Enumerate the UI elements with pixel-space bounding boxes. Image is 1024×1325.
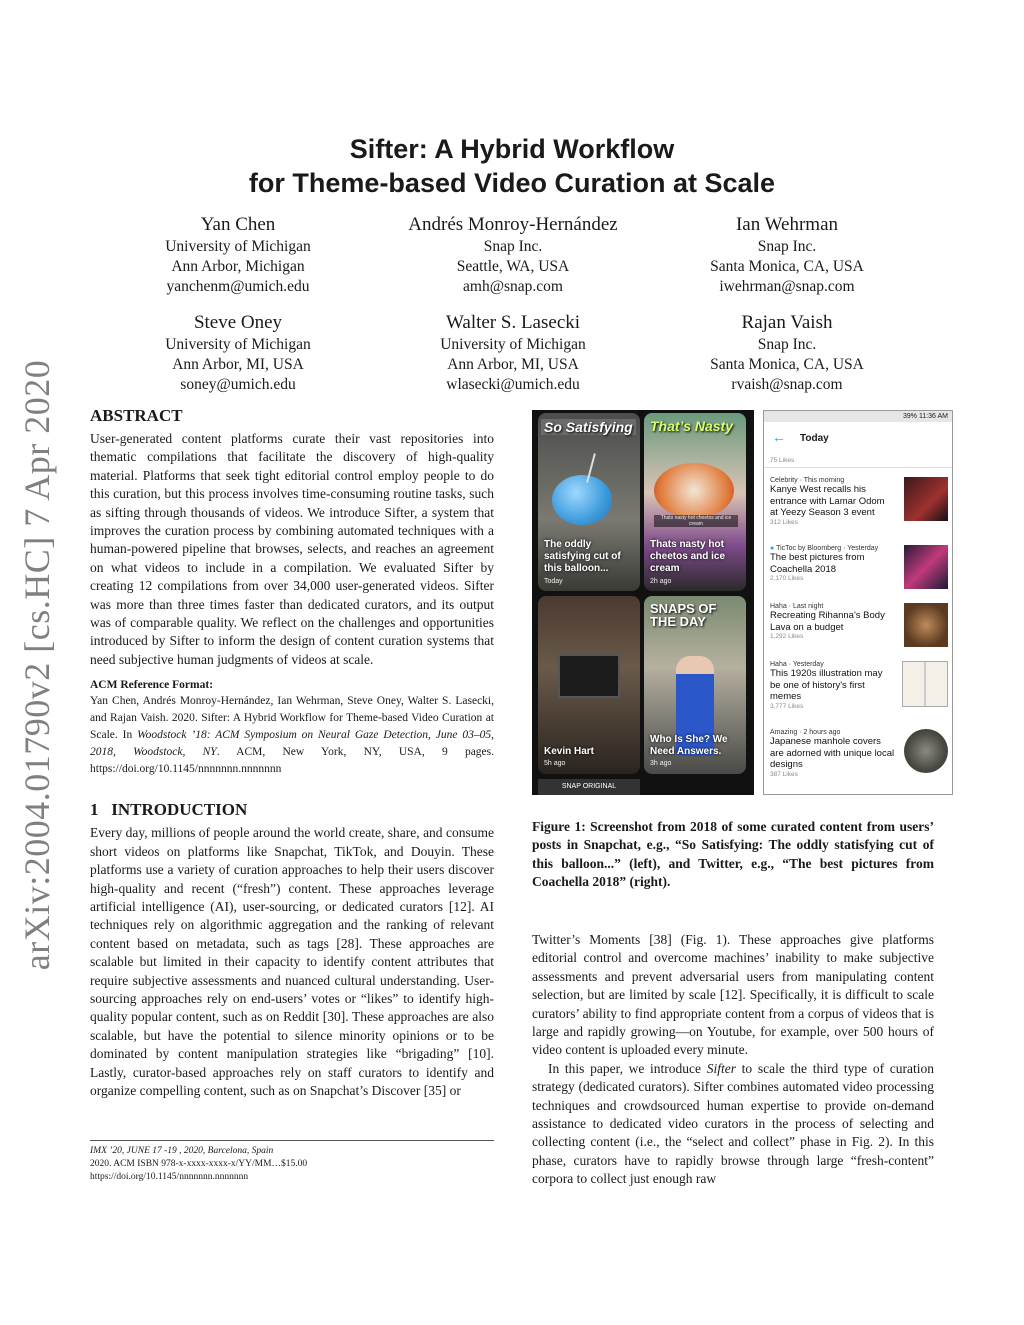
top-likes: 75 Likes <box>770 457 795 464</box>
abstract-heading: ABSTRACT <box>90 406 183 425</box>
author-affiliation: Snap Inc. <box>757 238 817 255</box>
intro-section-title: INTRODUCTION <box>111 800 248 820</box>
moment-headline: The best pictures from Coachella 2018 <box>770 552 865 575</box>
moment-headline: Japanese manhole covers are adorned with unique local designs <box>770 736 895 770</box>
acm-reference-text <box>90 693 494 778</box>
author-block <box>88 213 388 297</box>
author-block <box>88 311 388 395</box>
snap-tile-cheetos <box>644 413 746 591</box>
moment-source: Haha · Yesterday <box>770 661 824 668</box>
snap-tile-who-is-she <box>644 596 746 774</box>
moment-source-text: TicToc by Bloomberg · Yesterday <box>776 545 879 552</box>
acm-reference-part-1: Yan Chen, Andrés Monroy-Hernández, Ian Wehrman, Steve Oney, Walter S. Lasecki, and Rajan Vaish. 2020. Sifter: A Hybrid Workflow for Theme-based Video Curation at Scale. In <box>90 695 494 742</box>
snap-tile-time: 5h ago <box>544 760 566 767</box>
moment-likes: 3,777 Likes <box>770 702 804 710</box>
footnote-isbn: 2020. ACM ISBN 978-x-xxxx-xxxx-x/YY/MM…$15.00 <box>90 1159 308 1169</box>
moment-thumbnail <box>904 729 948 773</box>
arxiv-identifier: arXiv:2004.01790v2 [cs.HC] 7 Apr 2020 <box>17 359 57 971</box>
footnote-venue: IMX ’20, JUNE 17 -19 , 2020, Barcelona, Spain <box>90 1146 274 1156</box>
footnote <box>90 1145 494 1184</box>
snap-tile-time: Today <box>544 578 563 585</box>
moment-source: Haha · Last night <box>770 603 824 610</box>
snap-tile-caption: Kevin Hart <box>544 746 595 757</box>
right-paragraph-1: Twitter’s Moments [38] (Fig. 1). These approaches give platforms editorial control and overcome machines’ inability to make subjective assessments and prevent adversarial users from manipulating content selection, but are limited by scale [12]. Specifically, it is difficult to scale curators’ ability to find appropriate content from a corpus of videos that is large and rapidly growing—on Youtube, for example, over 500 hours of video content is uploaded every minute. <box>532 932 934 1058</box>
abstract-text: User-generated content platforms curate their vast repositories into thematic compilations that facilitate the discovery of high-quality material. Platforms that seek tight editorial control employ people to do this curation, but this process involves time-consuming routine tasks, such as sifting through thousands of videos. We introduce Sifter, a system that improves the curation process by combining automated techniques with a human-powered pipeline that browses, selects, and reaches an agreement on what videos to include in a compilation. We evaluated Sifter by creating 12 compilations from over 34,000 user-generated videos. Sifter was more than three times faster than dedicated curators, and its output was of comparable quality. We reflect on the challenges and opportunities introduced by Sifter to inform the design of content curation systems that need subjective human judgments of videos at scale. <box>90 431 494 667</box>
author-location: Seattle, WA, USA <box>456 258 570 275</box>
author-name: Yan Chen <box>200 214 276 235</box>
intro-heading <box>90 800 494 820</box>
author-block <box>637 311 937 395</box>
author-affiliation: University of Michigan <box>165 238 311 255</box>
moment-thumbnail <box>904 477 948 521</box>
snap-tile-caption: The oddly satisfying cut of this balloon... <box>544 539 621 574</box>
author-email: amh@snap.com <box>463 278 563 295</box>
snap-tile-caption: Thats nasty hot cheetos and ice cream <box>650 539 726 574</box>
moment-likes: 2,170 Likes <box>770 575 804 582</box>
footnote-doi: https://doi.org/10.1145/nnnnnnn.nnnnnnn <box>90 1172 249 1182</box>
snapchat-screenshot <box>532 410 754 795</box>
footnote-rule <box>90 1140 494 1141</box>
status-bar-text: 39% 11:36 AM <box>902 413 948 420</box>
author-location: Santa Monica, CA, USA <box>710 258 864 275</box>
intro-section-number: 1 <box>90 800 99 820</box>
snap-tile-time: 3h ago <box>650 760 672 767</box>
snap-tile-time: 2h ago <box>650 578 672 585</box>
balloon-image <box>552 475 612 525</box>
snap-tile-title: So Satisfying <box>541 419 636 435</box>
author-email: wlasecki@umich.edu <box>446 376 580 393</box>
moment-thumbnail <box>902 661 948 707</box>
snap-original-label: SNAP ORIGINAL <box>538 779 640 795</box>
author-affiliation: Snap Inc. <box>757 336 817 353</box>
author-name: Rajan Vaish <box>741 312 833 333</box>
moment-headline: Kanye West recalls his entrance with Lamar Odom at Yeezy Season 3 event <box>770 484 885 518</box>
author-affiliation: University of Michigan <box>440 336 586 353</box>
moment-thumbnail <box>904 603 948 647</box>
right-paragraph-2-start: In this paper, we introduce <box>548 1060 707 1076</box>
figure-1 <box>532 410 952 795</box>
author-location: Santa Monica, CA, USA <box>710 356 864 373</box>
food-image <box>654 463 734 518</box>
author-location: Ann Arbor, MI, USA <box>172 356 304 373</box>
figure-1-caption: Figure 1: Screenshot from 2018 of some curated content from users’ posts in Snapchat, e.g., “So Satisfying: The oddly statisfying cut of this balloon...” (left), and Twitter, e.g., “The best pictures from Coachella 2018” (right). <box>532 819 934 890</box>
moment-likes: 1,292 Likes <box>770 633 804 640</box>
author-affiliation: Snap Inc. <box>483 238 543 255</box>
author-name: Steve Oney <box>193 312 283 333</box>
author-block <box>363 213 663 297</box>
intro-paragraph: Every day, millions of people around the world create, share, and consume short videos on platforms like Snapchat, TikTok, and Douyin. These platforms use a variety of curation approaches to help their users discover high-quality and recent (“fresh”) content. These approaches leverage artificial intelligence (AI), user-sourcing, or dedicated curators [12]. AI techniques rely on algorithmic aggregation and the ranking of relevant content based on metadata, such as tags [28]. These approaches are scalable but limited in their capacity to identify content attributes that require subjective assessments and nuanced cultural understanding. User-sourcing approaches rely on end-users’ votes or “likes” to identify high-quality popular content, such as on Reddit [30]. These approaches are also scalable, but have the potential to silence minority opinions or to be dominated by content manipulation strategies like “brigading” [10]. Lastly, curator-based approaches rely on staff curators to identify and organize compelling content, such as on Snapchat’s Discover [35] or <box>90 825 494 1098</box>
moment-source: Amazing · 2 hours ago <box>770 729 841 736</box>
author-name: Ian Wehrman <box>735 214 839 235</box>
system-name: Sifter <box>706 1060 736 1076</box>
snap-tile-kevin-hart <box>538 596 640 774</box>
author-name: Andrés Monroy-Hernández <box>408 214 618 235</box>
camera-image <box>558 654 620 698</box>
author-block <box>363 311 663 395</box>
right-paragraph-2 <box>532 1060 934 1189</box>
right-paragraph-2-rest: to scale the third type of curation strategy (dedicated curators). Sifter combines automated video processing techniques and crowdsourced human expertise to provide on-demand assistance to dedicated video curators in the process of selecting and collecting content (i.e., the “select and collect” phase in Fig. 2). In this phase, curators have to rapidly browse through large “fresh-content” corpora to collect just enough raw <box>532 1060 934 1187</box>
moment-headline: This 1920s illustration may be one of history's first memes <box>770 668 883 702</box>
moment-likes: 387 Likes <box>770 770 798 778</box>
acm-reference-heading: ACM Reference Format: <box>90 679 214 692</box>
author-email: soney@umich.edu <box>180 376 296 393</box>
moment-headline: Recreating Rihanna's Body Lava on a budget <box>770 610 885 633</box>
twitter-header-title: Today <box>800 433 829 444</box>
author-location: Ann Arbor, Michigan <box>171 258 305 275</box>
author-location: Ann Arbor, MI, USA <box>447 356 579 373</box>
author-block <box>637 213 937 297</box>
moment-likes: 312 Likes <box>770 518 798 526</box>
author-email: iwehrman@snap.com <box>719 278 855 295</box>
author-email: yanchenm@umich.edu <box>166 278 310 295</box>
divider <box>764 467 952 468</box>
snap-tile-caption: Who Is She? We Need Answers. <box>650 734 728 757</box>
acm-reference-part-2: . ACM, New York, NY, USA, 9 pages. https://doi.org/10.1145/nnnnnnn.nnnnnnn <box>90 746 494 776</box>
author-email: rvaish@snap.com <box>731 376 843 393</box>
status-bar <box>764 411 952 422</box>
twitter-screenshot <box>763 410 953 795</box>
snap-tile-overlay-text: Thats nasty hot cheetos and ice cream <box>654 515 738 527</box>
paper-title-line-1: Sifter: A Hybrid Workflow <box>349 134 675 164</box>
paper-title-line-2: for Theme-based Video Curation at Scale <box>248 168 776 198</box>
back-arrow-icon: ← <box>772 431 786 446</box>
author-name: Walter S. Lasecki <box>445 312 581 333</box>
moment-source: Celebrity · This morning <box>770 477 845 484</box>
tictoc-dot-icon: ● <box>770 545 775 552</box>
snap-tile-title: That’s Nasty <box>650 418 733 434</box>
acm-reference-venue: Woodstock ’18: ACM Symposium on Neural Gaze Detection, June 03–05, 2018, Woodstock, NY <box>90 729 494 759</box>
snap-tile-title: SNAPS OF THE DAY <box>650 601 717 629</box>
snap-tile-balloon <box>538 413 640 591</box>
author-affiliation: University of Michigan <box>165 336 311 353</box>
moment-thumbnail <box>904 545 948 589</box>
